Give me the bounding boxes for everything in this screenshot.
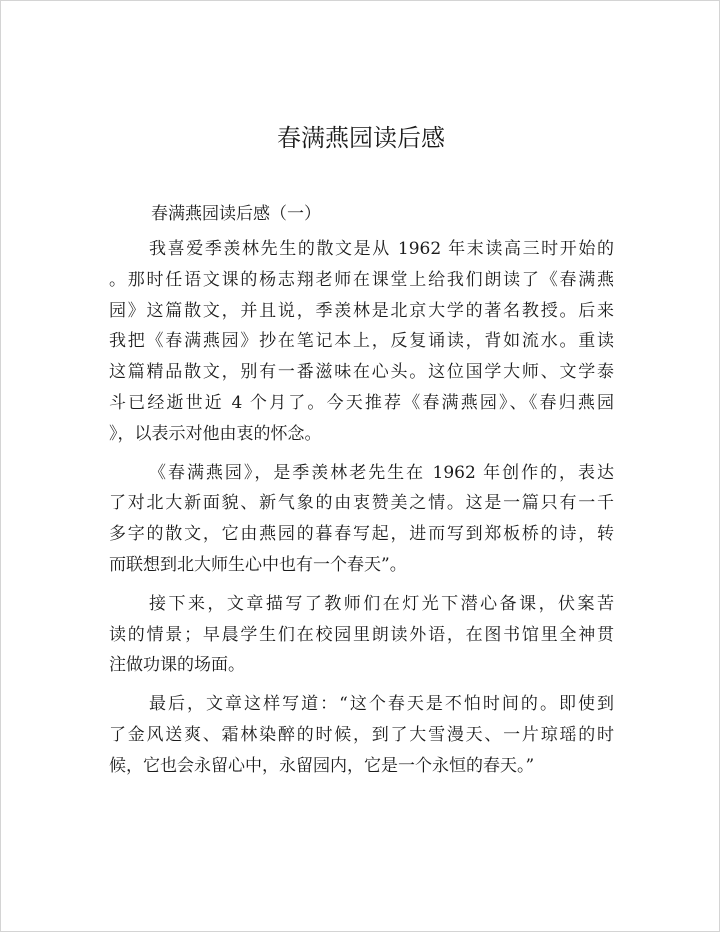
paragraph-3 (109, 589, 614, 681)
text-line: 》，以表示对他由衷的怀念。 (109, 423, 322, 444)
paragraph-2 (109, 458, 614, 581)
document-title: 春满燕园读后感 (277, 124, 445, 152)
text-line: 《春满燕园》，是季羡林老先生在 1962 年创作的，表达 (149, 462, 614, 483)
text-line: 斗已经逝世近 4 个月了。今天推荐《春满燕园》、《春归燕园 (109, 392, 614, 413)
paragraph-4 (109, 689, 614, 781)
text-line: 而联想到北大师生心中也有一个春天”。 (109, 554, 407, 575)
text-line: 多字的散文，它由燕园的暮春写起，进而写到郑板桥的诗，转 (109, 524, 614, 545)
text-line: 了金风送爽、霜林染醉的时候，到了大雪漫天、一片琼瑶的时 (109, 724, 614, 745)
text-line: 这篇精品散文，别有一番滋味在心头。这位国学大师、文学泰 (109, 362, 614, 383)
text-line: 候，它也会永留心中，永留园内，它是一个永恒的春天。” (109, 755, 535, 776)
text-line: 注做功课的场面。 (109, 655, 245, 676)
text-line: 了对北大新面貌、新气象的由衷赞美之情。这是一篇只有一千 (109, 493, 614, 514)
text-line: 接下来，文章描写了教师们在灯光下潜心备课，伏案苦 (149, 593, 614, 614)
text-line: 我把《春满燕园》抄在笔记本上，反复诵读，背如流水。重读 (109, 331, 614, 352)
document-body (109, 234, 614, 790)
text-line: 园》这篇散文，并且说，季羡林是北京大学的著名教授。后来 (109, 300, 614, 321)
text-line: 最后，文章这样写道：“这个春天是不怕时间的。即使到 (149, 694, 614, 715)
paragraph-1 (109, 234, 614, 450)
text-line: 。那时任语文课的杨志翔老师在课堂上给我们朗读了《春满燕 (109, 269, 614, 290)
text-line: 我喜爱季羡林先生的散文是从 1962 年末读高三时开始的 (149, 239, 614, 259)
document-subtitle: 春满燕园读后感（一） (151, 204, 321, 224)
text-line: 读的情景；早晨学生们在校园里朗读外语，在图书馆里全神贯 (109, 624, 614, 645)
